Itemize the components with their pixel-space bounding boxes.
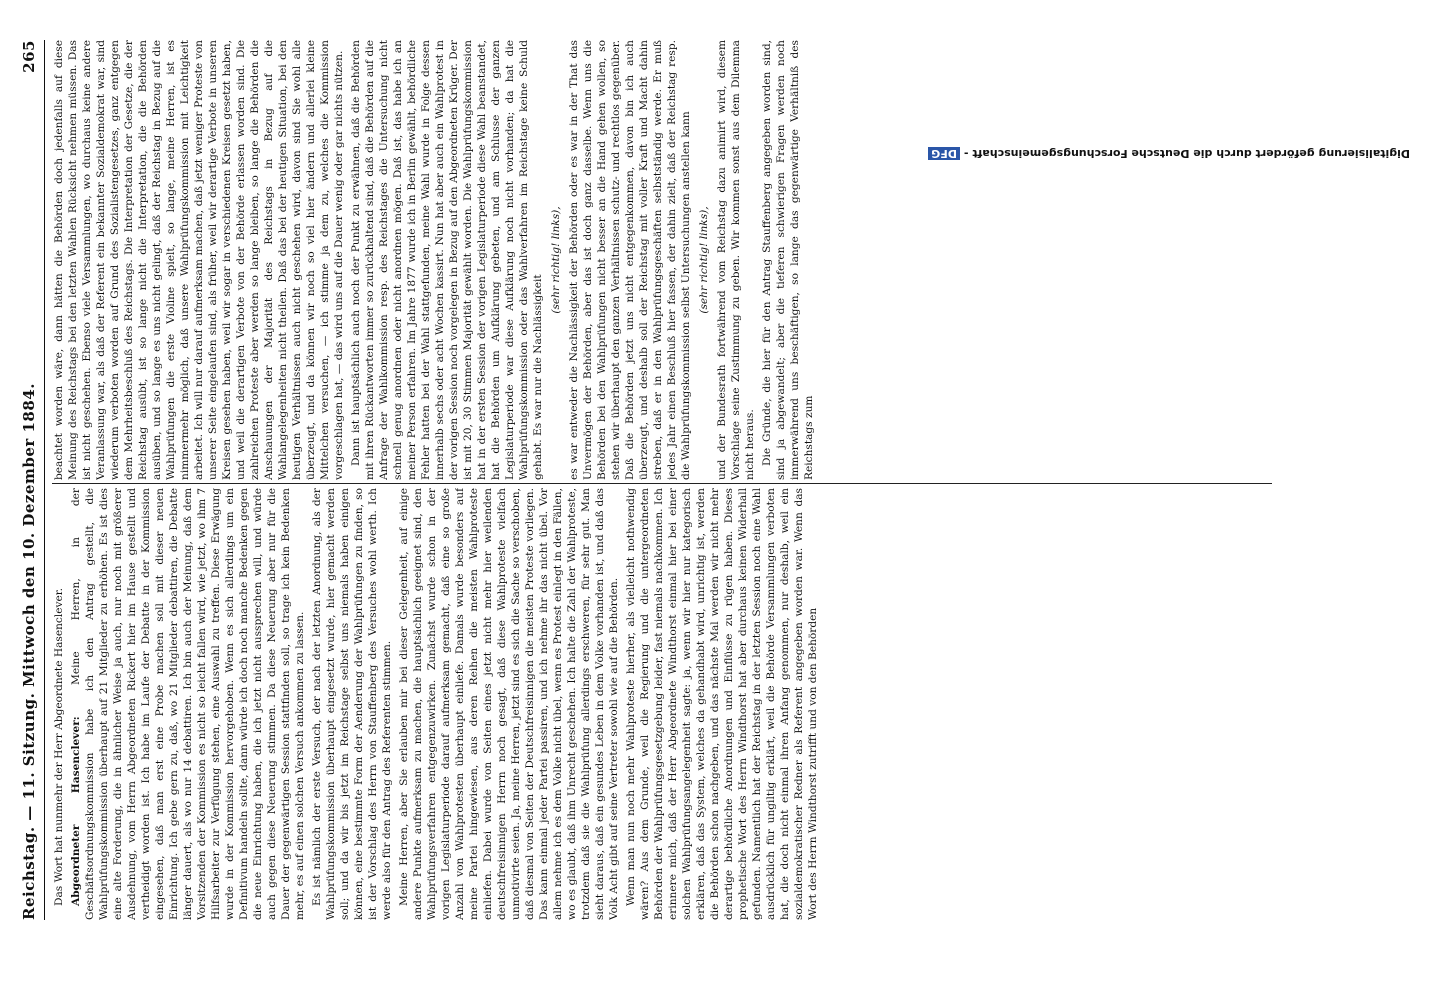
left-text-column [52, 488, 1272, 920]
text-paragraph: beachtet worden wäre, dann hätten die Behörden doch jedenfalls auf diese Meinung des Reichstags bei den letzten Wahlen Rücksicht nehmen müssen. Das ist nicht geschehen. Ebenso viele Versammlungen, wo durchaus keine andere Veranlassung war, als daß der Referent ein bekannter Sozialdemokrat war, sind wiederum verboten worden auf Grund des Sozialistengesetzes, ganz entgegen dem Mehrheitsbeschluß des Reichstags. Die Interpretation der Gesetze, die der Reichstag ausübt, ist so lange nicht die Interpretation, die die Behörden ausüben, und so lange es uns nicht gelingt, daß der Reichstag in Bezug auf die Wahlprüfungen die erste Violine spielt, so lange, meine Herren, ist es nimmermehr möglich, daß unsere Wahlprüfungskommission mit Leichtigkeit arbeitet. Ich will nur darauf aufmerksam machen, daß jetzt weniger Proteste von unserer Seite eingelaufen sind, als früher, weil wir derartige Verbote in unseren Kreisen gesehen haben, weil wir sogar in verschiedenen Kreisen gesetzt haben, und weil die derartigen Verbote von der Behörde erlassen worden sind. Die zahlreichen Proteste aber werden so lange bleiben, so lange die Behörden die Anschauungen der Majorität des Reichstags in Bezug auf die Wahlangelegenheiten nicht theilen. Daß das bei der heutigen Situation, bei den heutigen Verhältnissen auch nicht geschehen wird, davon sind Sie wohl alle überzeugt, und da können wir noch so viel hier ändern und allerlei kleine Mittelchen versuchen, — ich stimme ja dem zu, welches die Kommission vorgeschlagen hat, — das wird uns auf die Dauer wenig oder gar nichts nützen. [53, 40, 345, 480]
header-rule [44, 40, 45, 920]
digitization-credit-text: Digitalisierung gefördert durch die Deutsche Forschungsgemeinschaft - [963, 147, 1410, 160]
running-head-title: Reichstag. — 11. Sitzung. Mittwoch den 10. Dezember 1884. [20, 383, 38, 920]
text-paragraph: Das Wort hat nunmehr der Herr Abgeordnete Hasenclever. [53, 587, 65, 906]
column-separator [52, 483, 1272, 484]
text-paragraph: Die Gründe, die hier für den Antrag Stauffenberg angegeben worden sind, sind ja abgewandelt; aber die tieferen schwierigen Fragen werden noch immerwährend uns beschäftigen, so lange das gegenwärtige Verhältniß des Reichstags zum [761, 40, 815, 480]
right-text-column [52, 40, 1272, 480]
text-paragraph: Dann ist hauptsächlich auch noch der Punkt zu erwähnen, daß die Behörden mit ihren Rückantworten immer so zurückhaltend sind, daß die Behörden auf die Anfrage der Wahlkommission resp. des Reichstages die Untersuchung nicht schnell genug anordnen oder nicht anordnen mögen. Daß ist, das habe ich an meiner Person erfahren. Im Jahre 1877 wurde ich in Berlin gewählt, behördliche Fehler hatten bei der Wahl stattgefunden, meine Wahl wurde in Folge dessen innerhalb sechs oder acht Wochen kassirt. Nun hat aber auch ein Wahlprotest in der vorigen Session noch vorgelegen in Bezug auf den Abgeordneten Krüger. Der ist mit 20, 30 Stimmen Majorität gewählt worden. Die Wahlprüfungskommission hat in der ersten Session der vorigen Legislaturperiode diese Wahl beanstandet, hat die Behörden um Aufklärung gebeten, und am Schlusse der ganzen Legislaturperiode war diese Aufklärung noch nicht vorhanden; da hat die Wahlprüfungskommission oder das Wahlverfahren im Reichstage keine Schuld gehabt. Es war nur die Nachlässigkeit [350, 40, 544, 480]
speaker-name: Abgeordneter Hasenclever: [70, 685, 82, 906]
interjection-remark: (sehr richtig! links), [550, 206, 562, 314]
text-paragraph: Wenn man nun noch mehr Wahlproteste hierher, als vielleicht nothwendig wären? Aus dem Grunde, weil die Regierung und die untergeordneten Behörden der Wahlprüfungsgesetzgebung leider, fast niemals nachkommen. Ich erinnere mich, daß der Herr Abgeordnete Windthorst einmal hier bei einer solchen Wahlprüfungsangelegenheit sagte: ja, wenn wir hier nur kategorisch erklären, daß das System, welches da gehandhabt wird, unrichtig ist, werden die Behörden schon nachgeben, und das nächste Mal werden wir nicht mehr derartige behördliche Anordnungen und Einflüsse zu rügen haben. Dieses prophetische Wort des Herrn Windthorst hat aber durchaus keinen Widerhall gefunden. Namentlich hat der Reichstag in der letzten Session noch eine Wahl ausdrücklich für ungiltig erklärt, weil die Behörde Versammlungen verboten hat, die doch nicht einmal ihren Anfang genommen, nur deshalb, weil ein sozialdemokratischer Redner als Referent angegeben worden war. Wenn das Wort des Herrn Windthorst zutrifft und von den Behörden [625, 488, 819, 920]
text-paragraph: und der Bundesrath fortwährend vom Reichstag dazu animirt wird, diesem Vorschlage seine Zustimmung zu geben. Wir kommen sonst aus dem Dilemma nicht heraus. [716, 40, 756, 480]
text-paragraph: Meine Herren, aber Sie erlauben mir bei dieser Gelegenheit, auf einige andere Punkte aufmerksam zu machen, die hauptsächlich geeignet sind, den Wahlprüfungsverfahren entgegenzuwirken. Zunächst wurde schon in der vorigen Legislaturperiode darauf aufmerksam gemacht, daß eine so große Anzahl von Wahlprotesten überhaupt einliefe. Damals wurde besonders auf meine Partei hingewiesen, aus deren Reihen die meisten Wahlproteste einliefen. Dabei wurde von Seiten eines jetzt nicht mehr hier weilenden deutschfreisinnigen Herrn noch gesagt, daß diese Wahlproteste vielfach unmotivirte seien. Ja, meine Herren, jetzt sind es sich die Sache so verschoben, daß diesmal von Seiten der Deutschfreisinnigen die meisten Proteste vorliegen. Das kann einmal jeder Partei passiren, und ich nehme ihr das nicht übel. Vor allem nehme ich es dem Volke nicht übel, wenn es Protest einlegt in den Fällen, wo es glaubt, daß ihm Unrecht geschehen. Ich halte die Zahl der Wahlproteste, trotzdem daß sie die Wahlprüfung allerdings erschweren, für sehr gut. Man sieht daraus, daß ein gesundes Leben in dem Volke vorhanden ist, und daß das Volk Acht gibt auf seine Vertreter sowohl wie auf die Behörden. [398, 488, 620, 920]
text-paragraph: Es ist nämlich der erste Versuch, der nach der letzten Anordnung, als der Wahlprüfungskommission überhaupt eingesetzt wurde, hier gemacht werden soll; und da wir bis jetzt im Reichstage selbst uns niemals haben einigen können, eine bestimmte Form der Aenderung der Wahlprüfungen zu finden, so ist der Vorschlag des Herrn von Stauffenberg des Versuches wohl werth. Ich werde also für den Antrag des Referenten stimmen. [311, 488, 393, 920]
text-paragraph: es war entweder die Nachlässigkeit der Behörden oder es war in der That das Unvermögen der Behörden, aber das ist doch ganz dasselbe. Wenn uns die Behörden bei den Wahlprüfungen nicht besser an die Hand gehen wollen, so stehen wir überhaupt den ganzen Verhältnissen schutz- und rechtlos gegenüber. Daß die Behörden jetzt uns nicht entgegenkommen, davon bin ich auch überzeugt, und deshalb soll der Reichstag mit voller Kraft und Macht dahin streben, daß er in den Wahlprüfungsgeschäften selbstständig werde. Er muß jedes Jahr einen Beschluß hier fassen, der dahin zielt, daß der Reichstag resp. die Wahlprüfungskommission selbst Untersuchungen anstellen kann [568, 40, 692, 480]
digitization-credit-line [928, 147, 1410, 160]
interjection-remark: (sehr richtig! links), [698, 206, 710, 314]
page-number: 265 [20, 40, 38, 73]
speech-paragraph: Abgeordneter Hasenclever: Meine Herren, in der Geschäftsordnungskommission habe ich den Antrag gestellt, die Wahlprüfungskommission überhaupt auf 21 Mitglieder zu erhöhen. Es ist dies eine alte Forderung, die in ähnlicher Weise ja auch, nur noch mit größerer Ausdehnung, vom Herrn Abgeordneten Rickert hier im Hause gestellt und vertheidigt worden ist. Ich habe im Laufe der Debatte in der Kommission eingesehen, daß man erst eine Probe machen soll mit dieser neuen Einrichtung. Ich gebe gern zu, daß, wo 21 Mitglieder debattiren, die Debatte länger dauert, als wo nur 14 debattiren. Ich bin auch der Meinung, daß dem Vorsitzenden der Kommission es nicht so leicht fallen wird, wie jetzt, wo ihm 7 Hilfsarbeiter zur Verfügung stehen, eine Auswahl zu treffen. Diese Erwägung wurde in der Kommission hervorgehoben. Wenn es sich allerdings um ein Definitivum handeln sollte, dann würde ich doch noch manche Bedenken gegen die neue Einrichtung haben, die ich jetzt nicht aussprechen will, und würde auch gegen diese Neuerung stimmen. Da diese Neuerung aber nur für die Dauer der gegenwärtigen Session stattfinden soll, so trage ich kein Bedenken mehr, es auf einen solchen Versuch ankommen zu lassen. [70, 488, 306, 920]
running-head [20, 40, 42, 920]
dfg-logo: DFG [928, 147, 960, 160]
